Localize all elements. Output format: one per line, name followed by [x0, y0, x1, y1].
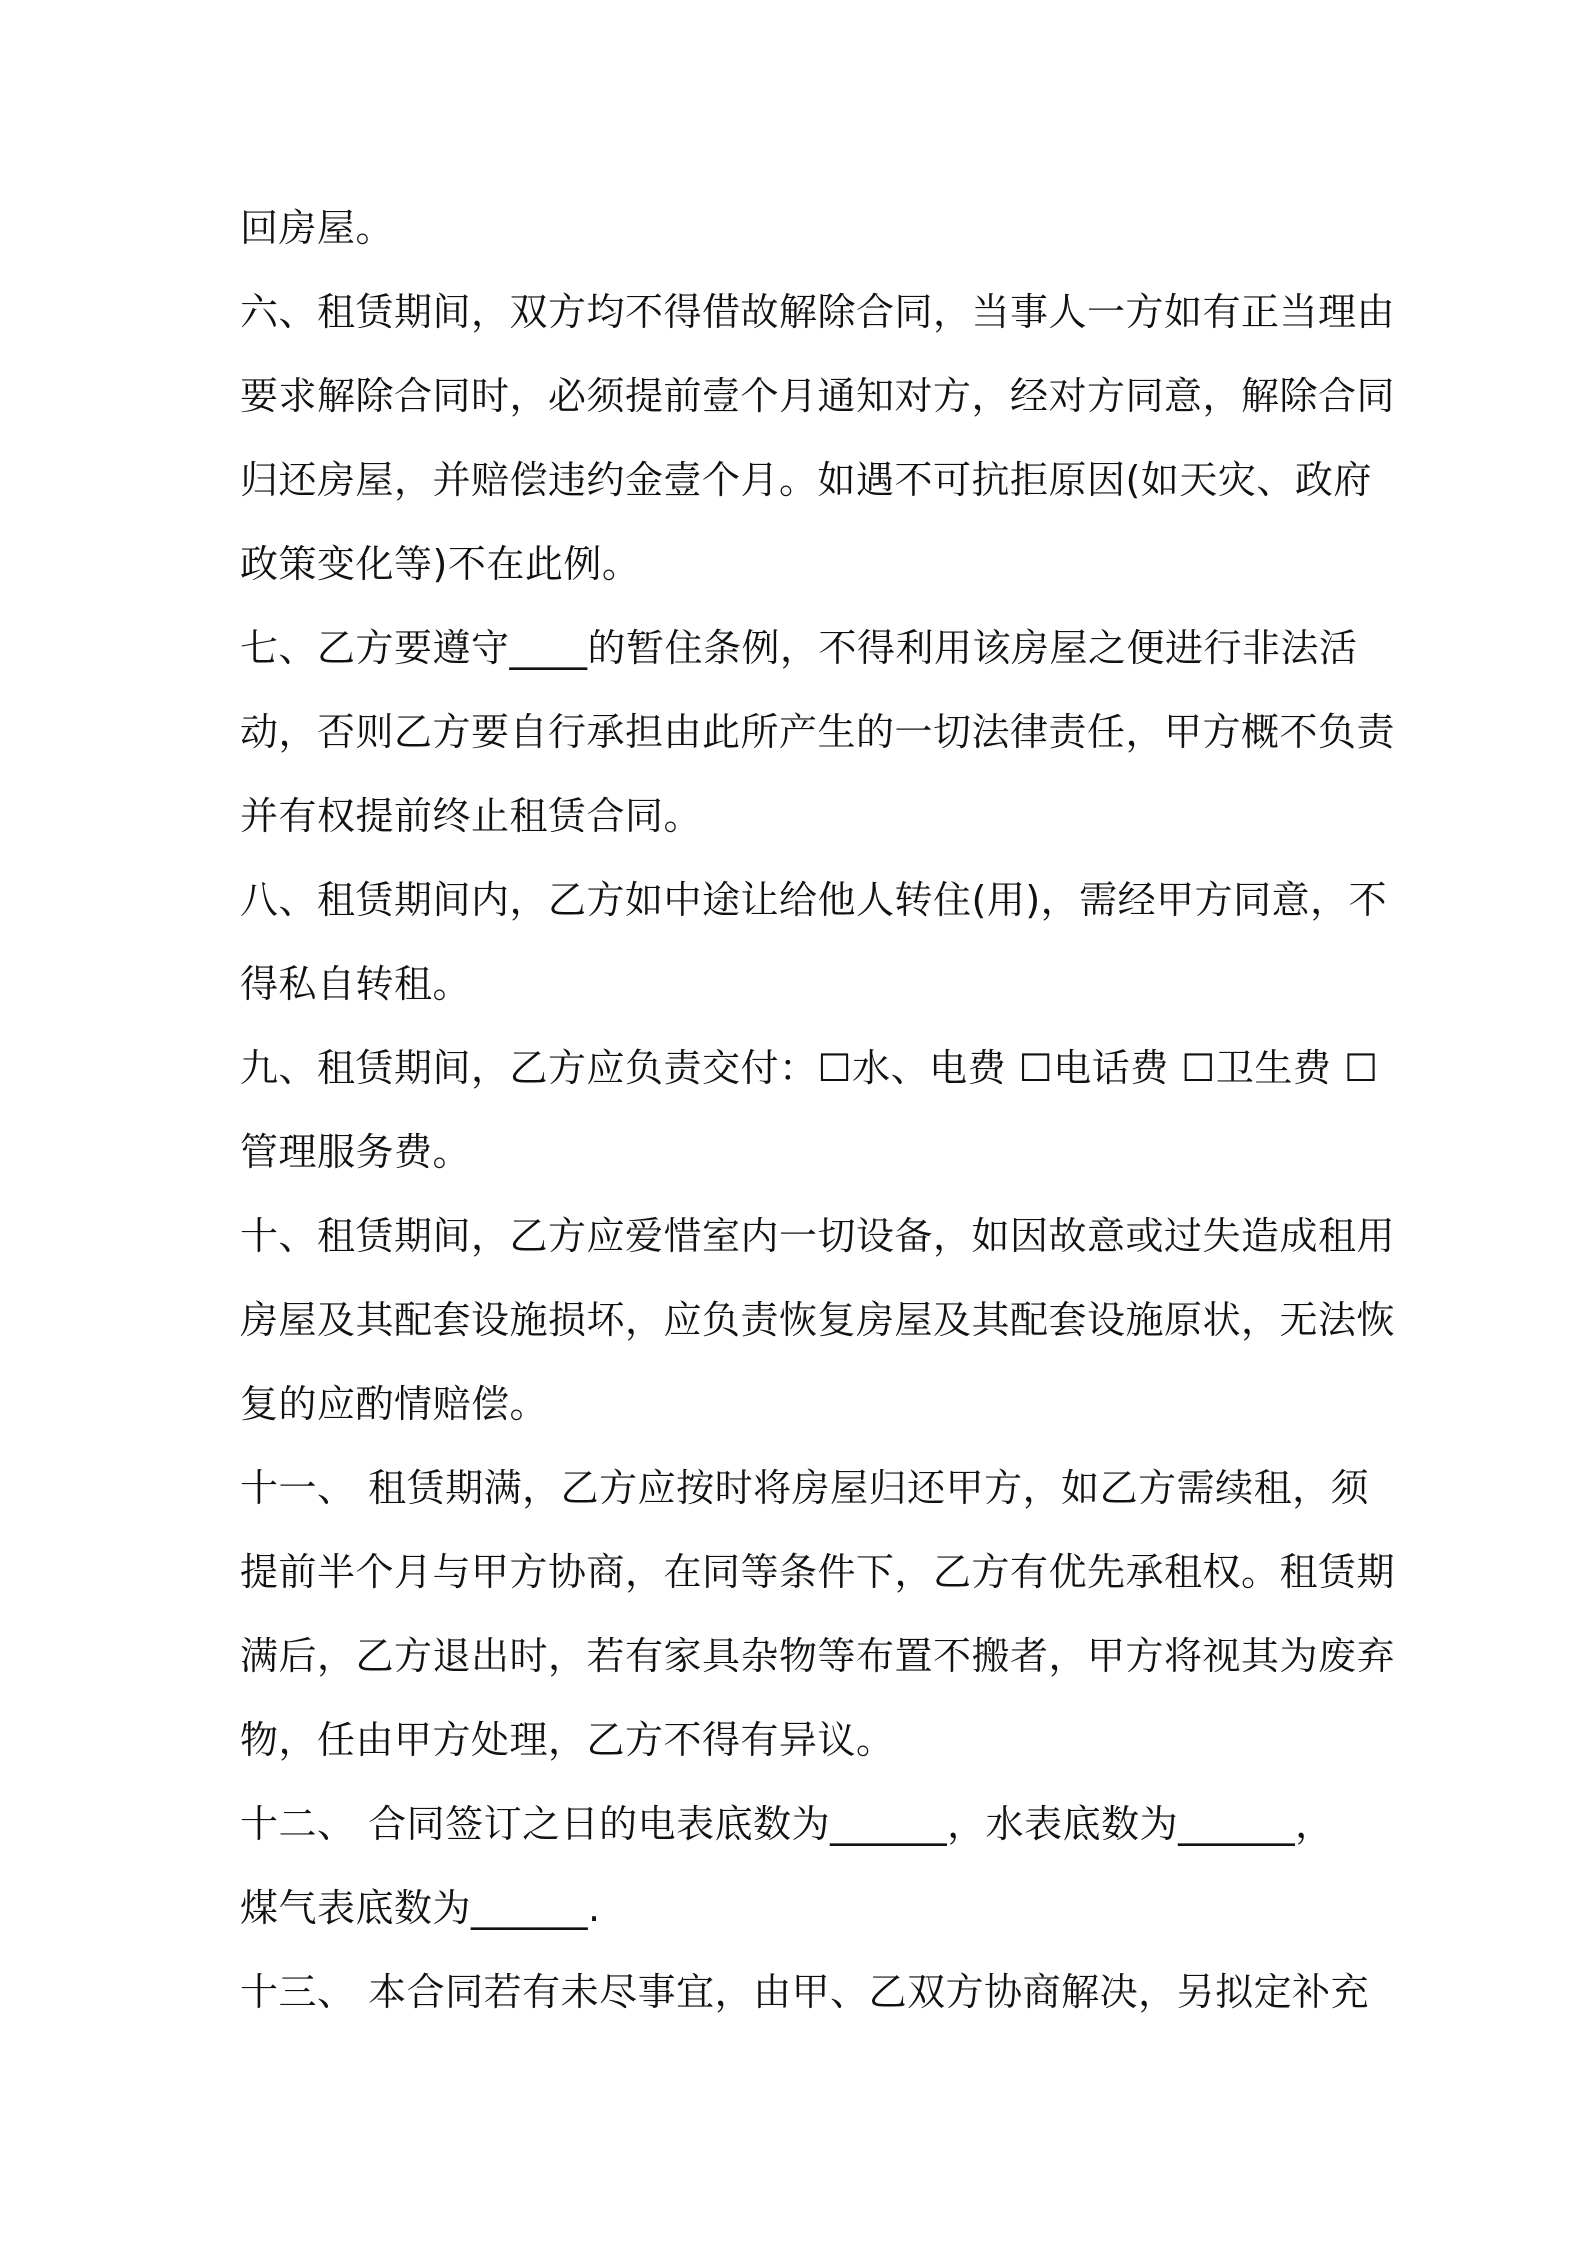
text-line: 提前半个月与甲方协商，在同等条件下，乙方有优先承租权。租赁期	[240, 1550, 1396, 1594]
text-line: 得私自转租。	[240, 962, 472, 1006]
text-line: 七、乙方要遵守____的暂住条例，不得利用该房屋之便进行非法活	[240, 626, 1358, 670]
text-line: 回房屋。	[240, 206, 395, 250]
text-line: 九、租赁期间，乙方应负责交付：☐水、电费 ☐电话费 ☐卫生费 ☐	[240, 1046, 1379, 1090]
text-line: 满后，乙方退出时，若有家具杂物等布置不搬者，甲方将视其为废弃	[240, 1634, 1396, 1678]
text-line: 十二、 合同签订之日的电表底数为______，水表底数为______，	[240, 1802, 1334, 1846]
text-line: 十、租赁期间，乙方应爱惜室内一切设备，如因故意或过失造成租用	[240, 1214, 1396, 1258]
text-line: 要求解除合同时，必须提前壹个月通知对方，经对方同意，解除合同	[240, 374, 1396, 418]
text-line: 管理服务费。	[240, 1130, 472, 1174]
text-line: 八、租赁期间内，乙方如中途让给他人转住(用)，需经甲方同意，不	[240, 878, 1388, 922]
text-line: 十一、 租赁期满，乙方应按时将房屋归还甲方，如乙方需续租，须	[240, 1466, 1370, 1510]
text-line: 房屋及其配套设施损坏，应负责恢复房屋及其配套设施原状，无法恢	[240, 1298, 1396, 1342]
text-line: 政策变化等)不在此例。	[240, 542, 641, 586]
text-line: 并有权提前终止租赁合同。	[240, 794, 703, 838]
text-line: 十三、 本合同若有未尽事宜，由甲、乙双方协商解决，另拟定补充	[240, 1970, 1370, 2014]
text-line: 复的应酌情赔偿。	[240, 1382, 549, 1426]
text-line: 归还房屋，并赔偿违约金壹个月。如遇不可抗拒原因(如天灾、政府	[240, 458, 1372, 502]
text-line: 煤气表底数为______.	[240, 1886, 601, 1930]
text-line: 物，任由甲方处理，乙方不得有异议。	[240, 1718, 895, 1762]
text-line: 六、租赁期间，双方均不得借故解除合同，当事人一方如有正当理由	[240, 290, 1396, 334]
text-line: 动，否则乙方要自行承担由此所产生的一切法律责任，甲方概不负责	[240, 710, 1396, 754]
